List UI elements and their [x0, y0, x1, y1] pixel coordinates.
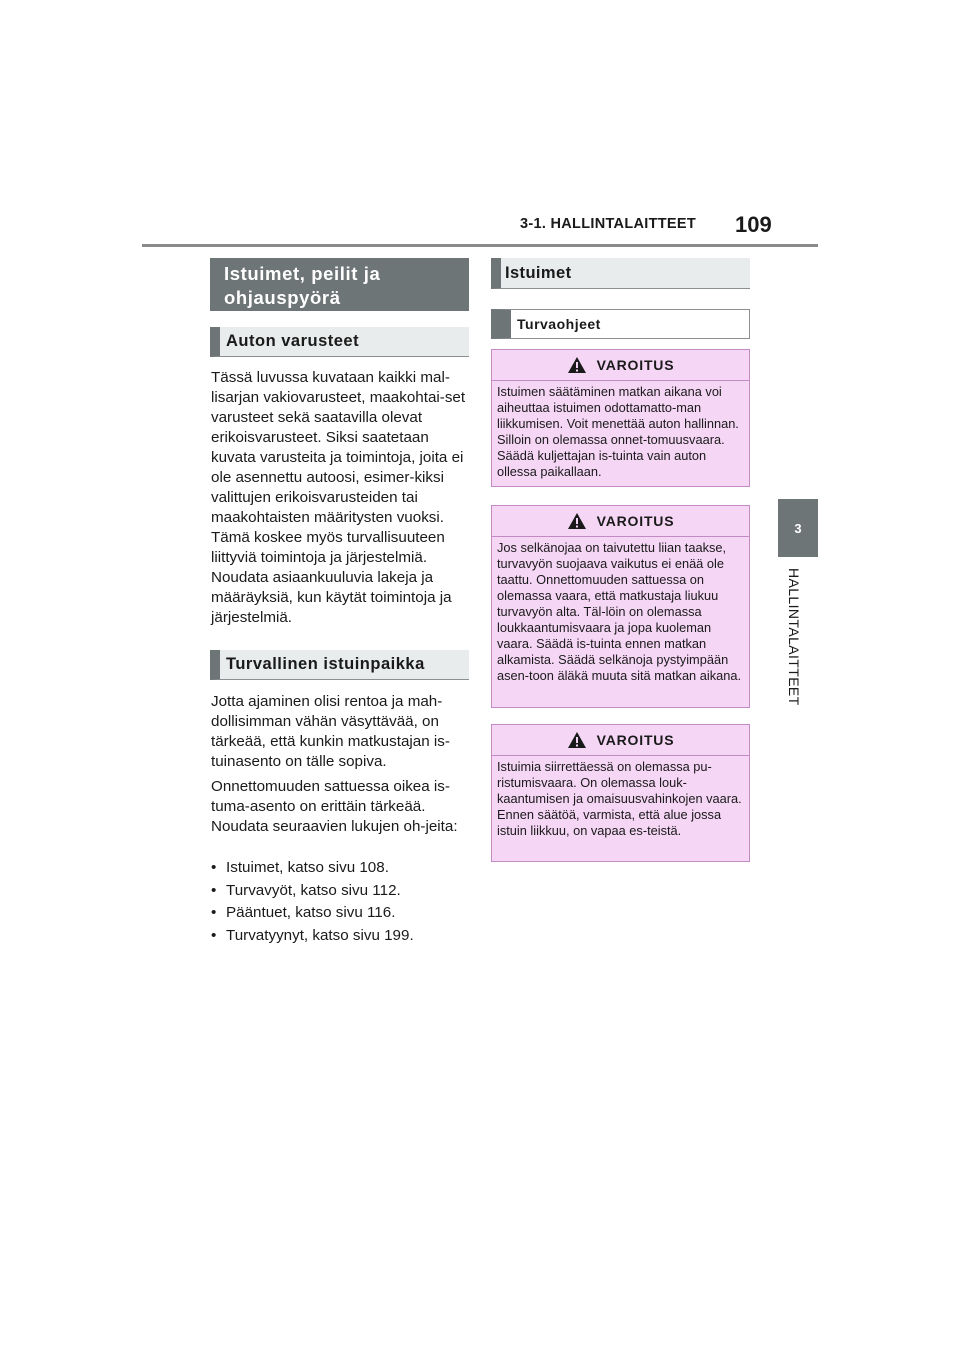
notice-title: Turvaohjeet: [517, 316, 601, 332]
warning-box: [491, 349, 750, 487]
paragraph-intro: Tässä luvussa kuvataan kaikki mal-lisarjan vakiovarusteet, maakohtai-set varusteet sekä saatavilla olevat erikoisvarusteet. Siksi saatetaan kuvata varusteita ja toimintoja, joita ei ole asennettu autoosi, esimer-kiksi valittujen erikoisvarusteiden tai maakohtaisten määritysten vuoksi. Tämä koskee myös turvallisuuteen liittyviä toimintoja ja järjestelmiä. Noudata asiaankuuluvia lakeja ja määräyksiä, kun käytät toimintoja ja järjestelmiä.: [211, 369, 466, 626]
subsection-title-turvallinen-istuinpaikka: [210, 650, 469, 680]
warning-text: Istuimia siirrettäessä on olemassa pu-ristumisvaara. On olemassa louk-kaantumisen ja omaisuusvahinkojen vaara. Ennen säätöä, varmista, että alue jossa istuin liikkuu, on vapaa es-teistä.: [497, 759, 742, 838]
warning-header: [492, 506, 749, 537]
notice-header: [491, 309, 750, 339]
chapter-tab: [778, 499, 818, 557]
warning-box: [491, 505, 750, 708]
list-item: • Turvavyöt, katso sivu 112.: [211, 881, 401, 899]
reference-list: [211, 858, 414, 948]
paragraph-accident: Onnettomuuden sattuessa oikea is-tuma-asento on erittäin tärkeää. Noudata seuraavien lukujen oh-jeita:: [211, 778, 458, 835]
running-head: 3-1. HALLINTALAITTEET: [520, 216, 696, 232]
chapter-label: HALLINTALAITTEET: [786, 568, 802, 706]
chapter-number: 3: [794, 520, 802, 536]
warning-title: VAROITUS: [596, 357, 675, 373]
section-title-text: Istuimet: [505, 263, 572, 282]
subsection-title-text: Turvallinen istuinpaikka: [226, 655, 425, 673]
warning-triangle-icon: [567, 356, 587, 374]
subsection-title-auton-varusteet: [210, 327, 469, 357]
header-rule: [142, 244, 818, 247]
subsection-title-text: Auton varusteet: [226, 332, 360, 350]
warning-header: [492, 350, 749, 381]
warning-text: Istuimen säätäminen matkan aikana voi aiheuttaa istuimen odottamatto-man liikkumisen. Voit menettää auton hallinnan. Silloin on olemassa onnet-tomuusvaara. Säädä kuljettajan is-tuinta vain auton ollessa paikallaan.: [497, 384, 739, 479]
list-item: • Istuimet, katso sivu 108.: [211, 859, 389, 876]
warning-title: VAROITUS: [596, 732, 675, 748]
list-item: • Turvatyynyt, katso sivu 199.: [211, 926, 414, 944]
section-title: Istuimet, peilit ja ohjauspyörä: [210, 258, 469, 311]
paragraph-seating: Jotta ajaminen olisi rentoa ja mah-dollisimman vähän väsyttävää, on tärkeää, että kunkin matkustajan is-tuinasento on tälle sopiva.: [211, 693, 450, 770]
warning-title: VAROITUS: [596, 513, 675, 529]
list-item: • Pääntuet, katso sivu 116.: [211, 904, 396, 921]
warning-triangle-icon: [567, 512, 587, 530]
page-number: 109: [735, 212, 772, 237]
warning-triangle-icon: [567, 731, 587, 749]
warning-text: Jos selkänojaa on taivutettu liian taakse, turvavyön suojaava vaikutus ei enää ole taattu. Onnettomuuden sattuessa on olemassa vaara, että matkustaja liukuu turvavyön alta. Täl-löin on olemassa loukkaantumisvaara ja jopa kuoleman vaara. Säädä is-tuinta ennen matkan alkamista. Säädä selkänoja pystyimpään asen-toon äläkä muuta sitä matkan aikana.: [497, 540, 741, 683]
section-title-istuimet: [491, 258, 750, 289]
warning-header: [492, 725, 749, 756]
warning-box: [491, 724, 750, 862]
